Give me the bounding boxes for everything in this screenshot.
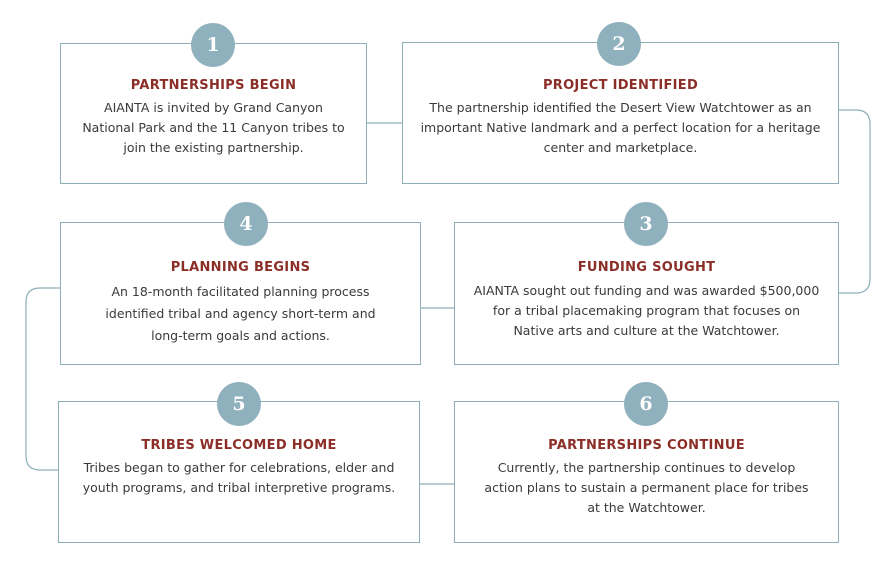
step-3-title: FUNDING SOUGHT [577,260,716,275]
step-4-badge: 4 [224,202,268,246]
step-1-badge: 1 [191,23,235,67]
step-4-title: PLANNING BEGINS [170,260,311,275]
step-5-text: Tribes began to gather for celebrations, elder and youth programs, and tribal interpretive programs. [82,460,396,495]
step-6-title: PARTNERSHIPS CONTINUE [548,438,745,453]
step-2-badge: 2 [597,22,641,66]
step-5-badge: 5 [217,382,261,426]
step-2-text: The partnership identified the Desert View Watchtower as an important Native landmark and a perfect location for a heritage center and marketplace. [420,100,821,155]
step-4-text: An 18-month facilitated planning process identified tribal and agency short-term and long-term goals and actions. [105,284,376,343]
step-6-text: Currently, the partnership continues to develop action plans to sustain a permanent place for tribes at the Watchtower. [484,460,809,515]
connector-4-5 [26,288,60,470]
step-6-badge: 6 [624,382,668,426]
step-3-text: AIANTA sought out funding and was awarded $500,000 for a tribal placemaking program that focuses on Native arts and culture at the Watchtower. [473,283,820,338]
step-2-title: PROJECT IDENTIFIED [542,78,699,93]
connector-2-3 [838,110,870,293]
step-5-title: TRIBES WELCOMED HOME [141,438,337,453]
step-1-title: PARTNERSHIPS BEGIN [130,78,297,93]
step-1-text: AIANTA is invited by Grand Canyon National Park and the 11 Canyon tribes to join the existing partnership. [82,100,345,155]
step-3-badge: 3 [624,202,668,246]
